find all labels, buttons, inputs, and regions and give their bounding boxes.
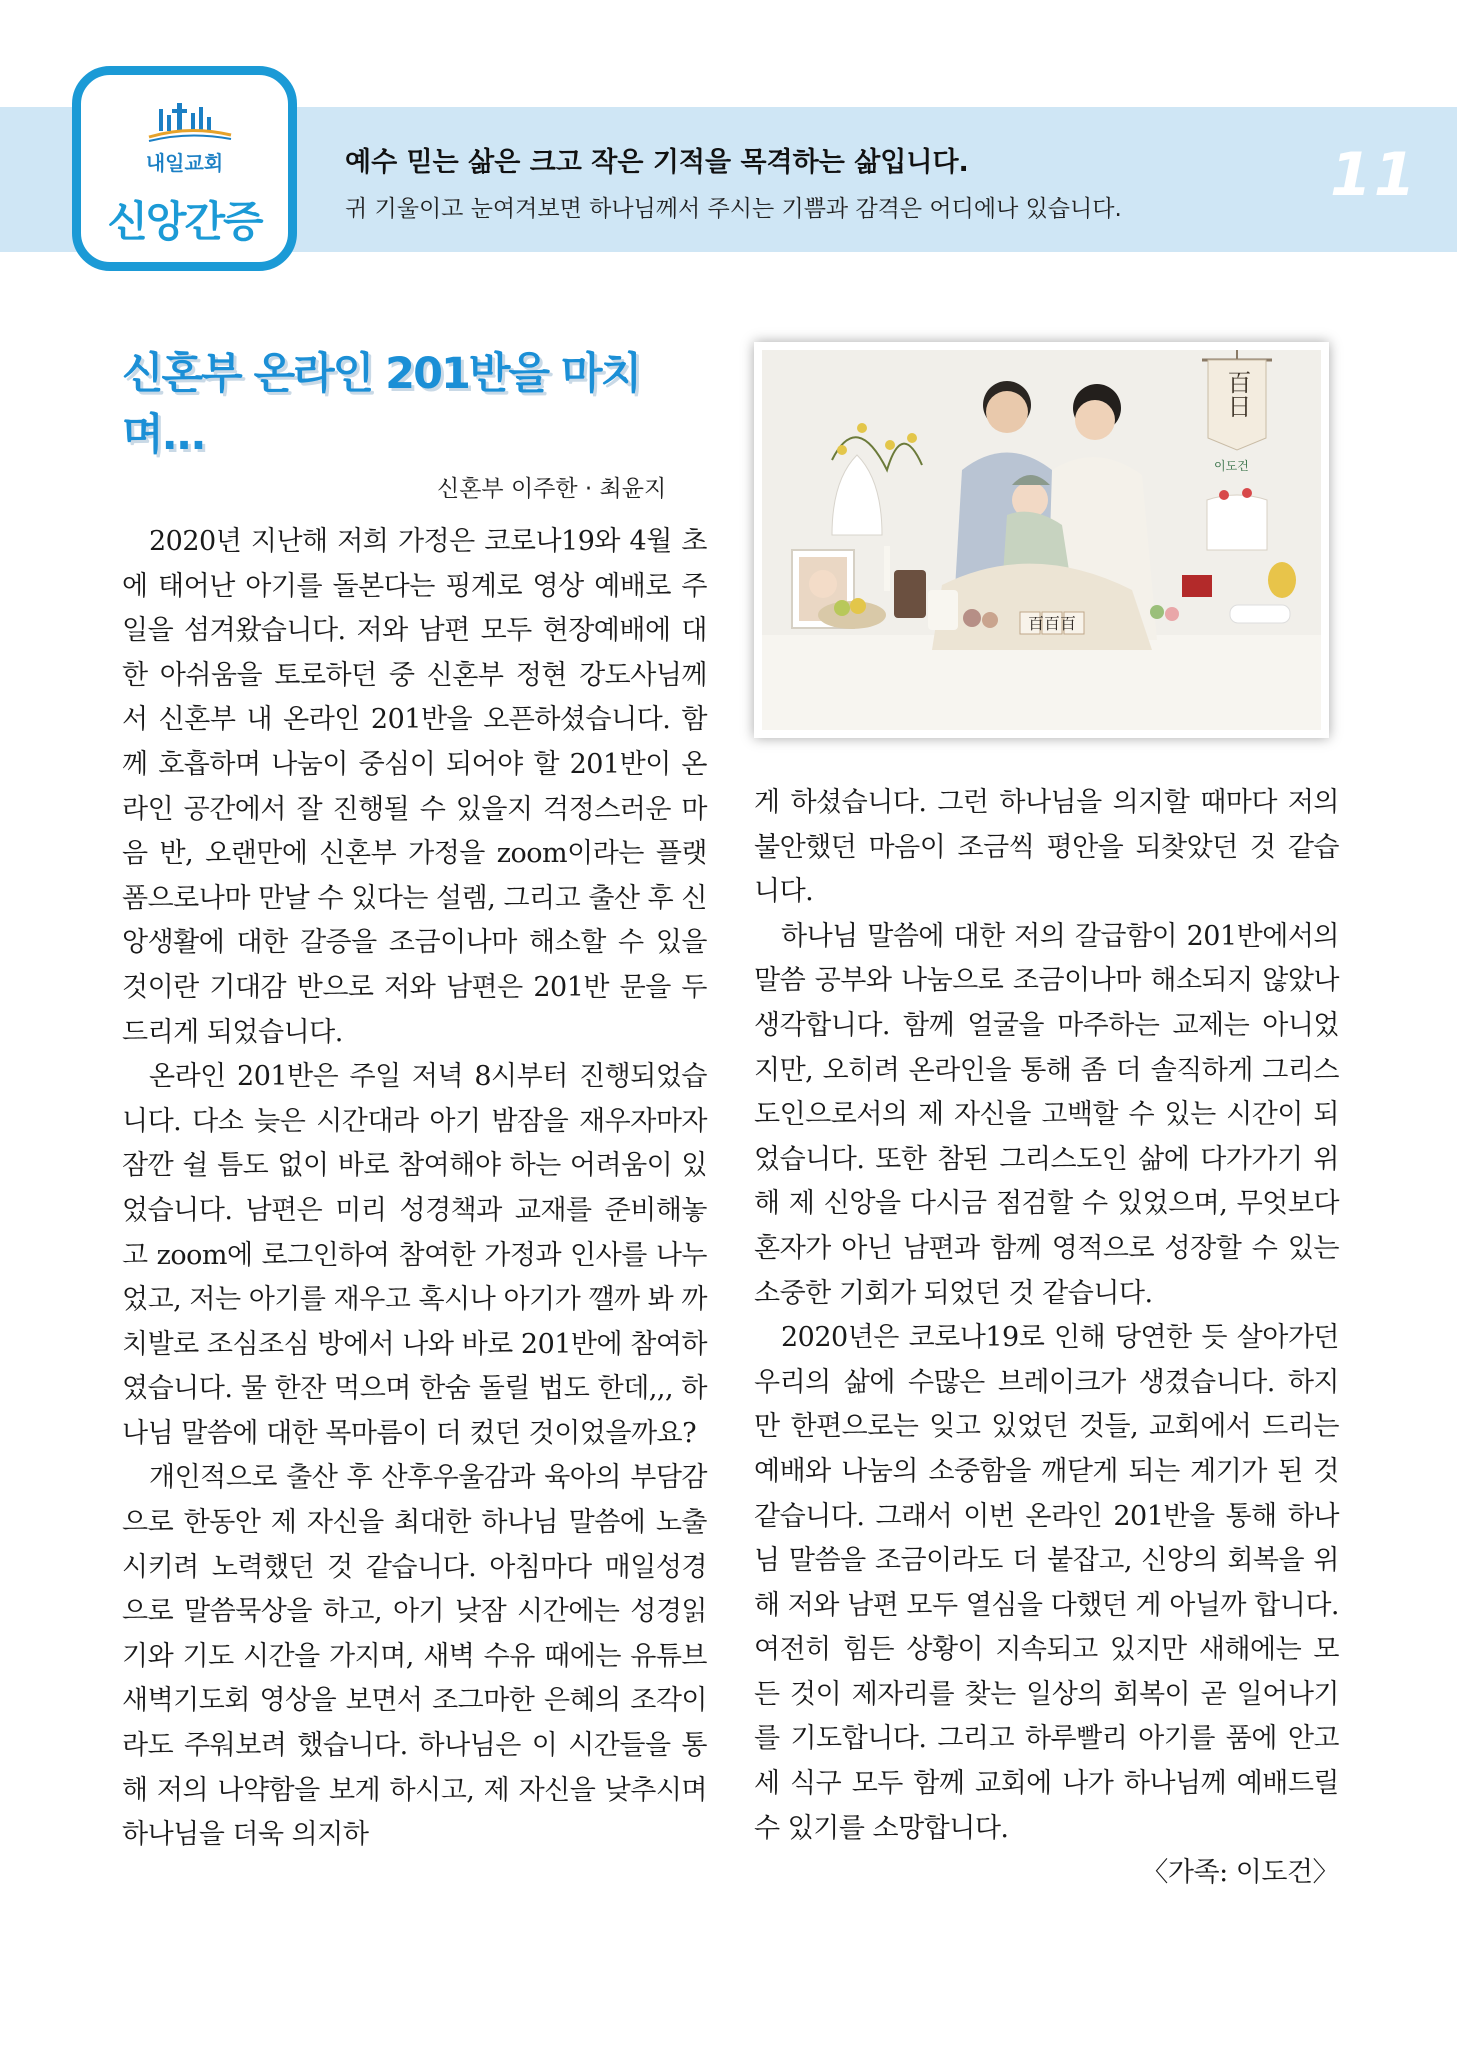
left-column	[122, 520, 707, 1858]
family-photo	[754, 342, 1329, 738]
article-signoff: 〈가족: 이도건〉	[1141, 1857, 1339, 1889]
blocks-text: 百百百	[1027, 614, 1077, 633]
paragraph: 개인적으로 출산 후 산후우울감과 육아의 부담감으로 한동안 제 자신을 최대한 하나님 말씀에 노출시키려 노력했던 것 같습니다. 아침마다 매일성경으로 말씀묵상을 하고, 아기 낮잠 시간에는 성경읽기와 기도 시간을 가지며, 새벽 수유 때에는 유튜브 새벽기도회 영상을 보면서 조그마한 은혜의 조각이라도 주워보려 했습니다. 하나님은 이 시간들을 통해 저의 나약함을 보게 하시고, 제 자신을 낮추시며 하나님을 더욱 의지하	[122, 1462, 707, 1851]
paragraph-continuation: 게 하셨습니다. 그런 하나님을 의지할 때마다 저의 불안했던 마음이 조금씩 평안을 되찾았던 것 같습니다.	[754, 787, 1339, 908]
paragraph: 온라인 201반은 주일 저녁 8시부터 진행되었습니다. 다소 늦은 시간대라 아기 밤잠을 재우자마자 잠깐 쉴 틈도 없이 바로 참여해야 하는 어려움이 있었습니다. 남편은 미리 성경책과 교재를 준비해놓고 zoom에 로그인하여 참여한 가정과 인사를 나누었고, 저는 아기를 재우고 혹시나 아기가 깰까 봐 까치발로 조심조심 방에서 나와 바로 201반에 참여하였습니다. 물 한잔 먹으며 한숨 돌릴 법도 한데,,, 하나님 말씀에 대한 목마름이 더 컸던 것이었을까요?	[122, 1061, 707, 1449]
right-column	[754, 781, 1339, 1896]
church-logo-icon	[139, 97, 239, 145]
header-subtagline: 귀 기울이고 눈여겨보면 하나님께서 주시는 기쁨과 감격은 어디에나 있습니다.	[345, 196, 1122, 222]
church-name: 내일교회	[145, 151, 224, 175]
cake-topper-text: 이도건	[1214, 459, 1249, 473]
section-badge	[72, 66, 297, 271]
sign-text: 百日	[1223, 370, 1251, 418]
section-title: 신앙간증	[107, 197, 262, 246]
paragraph: 2020년은 코로나19로 인해 당연한 듯 살아가던 우리의 삶에 수많은 브레이크가 생겼습니다. 하지만 한편으로는 잊고 있었던 것들, 교회에서 드리는 예배와 나눔의 소중함을 깨닫게 되는 계기가 된 것 같습니다. 그래서 이번 온라인 201반을 통해 하나님 말씀을 조금이라도 더 붙잡고, 신앙의 회복을 위해 저와 남편 모두 열심을 다했던 게 아닐까 합니다. 여전히 힘든 상황이 지속되고 있지만 새해에는 모든 것이 제자리를 찾는 일상의 회복이 곧 일어나기를 기도합니다. 그리고 하루빨리 아기를 품에 안고 세 식구 모두 함께 교회에 나가 하나님께 예배드릴 수 있기를 소망합니다.	[754, 1322, 1339, 1844]
page-number: 11	[1330, 140, 1418, 210]
paragraph: 2020년 지난해 저희 가정은 코로나19와 4월 초에 태어난 아기를 돌본다는 핑계로 영상 예배로 주일을 섬겨왔습니다. 저와 남편 모두 현장예배에 대한 아쉬움을 토로하던 중 신혼부 정현 강도사님께서 신혼부 내 온라인 201반을 오픈하셨습니다. 함께 호흡하며 나눔이 중심이 되어야 할 201반이 온라인 공간에서 잘 진행될 수 있을지 걱정스러운 마음 반, 오랜만에 신혼부 가정을 zoom이라는 플랫폼으로나마 만날 수 있다는 설렘, 그리고 출산 후 신앙생활에 대한 갈증을 조금이나마 해소할 수 있을 것이란 기대감 반으로 저와 남편은 201반 문을 두드리게 되었습니다.	[122, 526, 707, 1048]
article-title: 신혼부 온라인 201반을 마치며...	[122, 349, 641, 460]
family-photo-illustration	[762, 350, 1321, 730]
article-byline: 신혼부 이주한 · 최윤지	[437, 476, 667, 502]
header-tagline: 예수 믿는 삶은 크고 작은 기적을 목격하는 삶입니다.	[345, 147, 969, 178]
paragraph: 하나님 말씀에 대한 저의 갈급함이 201반에서의 말씀 공부와 나눔으로 조금이나마 해소되지 않았나 생각합니다. 함께 얼굴을 마주하는 교제는 아니었지만, 오히려 온라인을 통해 좀 더 솔직하게 그리스도인으로서의 제 자신을 고백할 수 있는 시간이 되었습니다. 또한 참된 그리스도인 삶에 다가가기 위해 제 신앙을 다시금 점검할 수 있었으며, 무엇보다 혼자가 아닌 남편과 함께 영적으로 성장할 수 있는 소중한 기회가 되었던 것 같습니다.	[754, 920, 1339, 1309]
